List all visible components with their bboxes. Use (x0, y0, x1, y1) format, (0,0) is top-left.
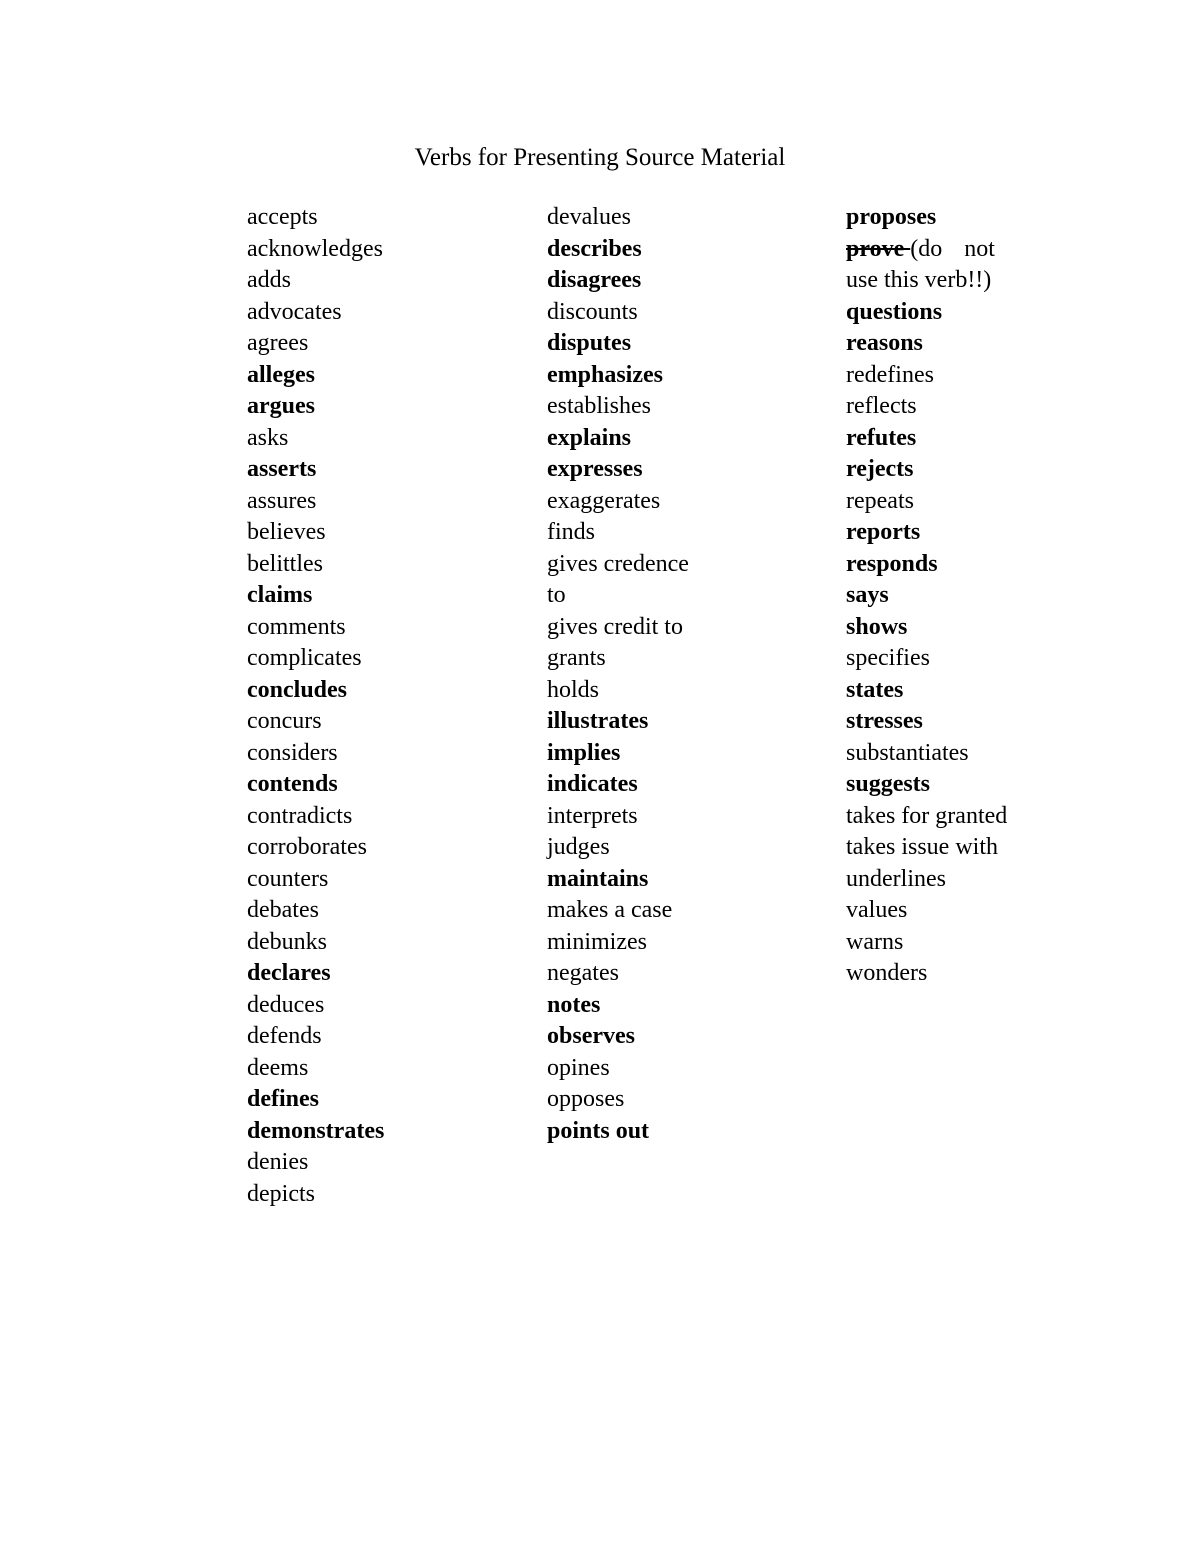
verb-item: devalues (547, 204, 631, 230)
verb-item: observes (547, 1023, 635, 1049)
verb-item: reports (846, 519, 921, 545)
verb-item: defines (247, 1086, 319, 1112)
verb-item: minimizes (547, 928, 647, 955)
struck-verb: prove (846, 235, 911, 262)
verb-item: agrees (247, 330, 309, 356)
verb-column-3 (846, 202, 1046, 990)
verb-item: contends (247, 771, 338, 797)
verb-item: denies (247, 1149, 309, 1175)
verb-item: disagrees (547, 267, 642, 293)
verb-item: responds (846, 550, 938, 577)
prove-note-continued (846, 265, 1046, 297)
verb-item: emphasizes (547, 361, 663, 388)
verb-item: counters (247, 865, 329, 892)
verb-item: opines (547, 1054, 610, 1081)
verb-item: complicates (247, 645, 362, 671)
verb-item: considers (247, 739, 338, 766)
verb-text: proposes (846, 204, 937, 230)
verb-item: questions (846, 298, 943, 325)
verb-item: interprets (547, 802, 638, 829)
verb-item: discounts (547, 298, 638, 325)
verb-item: disputes (547, 330, 632, 356)
verb-item: comments (247, 613, 346, 640)
verb-item: rejects (846, 456, 914, 482)
verb-item: defends (247, 1023, 322, 1049)
verb-item: indicates (547, 771, 638, 797)
verb-item: specifies (846, 645, 930, 671)
verb-column-1 (247, 202, 537, 1210)
verb-item: assures (247, 487, 317, 514)
verb-item: to (547, 582, 566, 608)
verb-item: accepts (247, 204, 318, 230)
verb-item: takes issue with (846, 834, 998, 860)
page-title: Verbs for Presenting Source Material (414, 144, 786, 171)
verb-item: opposes (547, 1086, 625, 1112)
verb-item: explains (547, 424, 632, 451)
verb-item: demonstrates (247, 1117, 385, 1144)
verb-item: corroborates (247, 834, 367, 860)
verb-item: asserts (247, 456, 317, 482)
verb-item: makes a case (547, 897, 673, 923)
verb-item: reasons (846, 330, 923, 356)
prove-note (846, 234, 1046, 266)
verb-item (846, 202, 1046, 234)
verb-item: deduces (247, 991, 325, 1018)
verb-item: gives credit to (547, 613, 683, 640)
verb-item: shows (846, 613, 908, 640)
verb-item: judges (547, 834, 610, 860)
verb-item: wonders (846, 960, 928, 986)
verb-item: concludes (247, 676, 348, 703)
verb-item: debates (247, 897, 319, 923)
verb-item: warns (846, 928, 904, 955)
verb-item: describes (547, 235, 642, 262)
note-text-3: use this verb!!) (846, 267, 992, 293)
verb-item: acknowledges (247, 235, 383, 262)
verb-item: notes (547, 991, 601, 1018)
verb-item: establishes (547, 393, 651, 419)
verb-item: negates (547, 960, 619, 986)
verb-item: believes (247, 519, 326, 545)
verb-item: underlines (846, 865, 946, 892)
verb-item: declares (247, 960, 331, 986)
verb-item: points out (547, 1117, 650, 1144)
verb-item: asks (247, 424, 289, 451)
note-text-1: (do (910, 235, 943, 262)
verb-item: exaggerates (547, 487, 661, 514)
verb-item: grants (547, 645, 606, 671)
verb-item: implies (547, 739, 621, 766)
verb-item: suggests (846, 771, 931, 797)
verb-item: redefines (846, 361, 934, 388)
verb-item: refutes (846, 424, 917, 451)
verb-item: depicts (247, 1180, 315, 1207)
verb-item: alleges (247, 361, 315, 388)
verb-item: substantiates (846, 739, 969, 766)
verb-item: debunks (247, 928, 327, 955)
note-text-2: not (964, 235, 995, 262)
verb-item: contradicts (247, 802, 353, 829)
verb-item: holds (547, 676, 600, 703)
verb-item: illustrates (547, 708, 649, 734)
verb-item: values (846, 897, 908, 923)
verb-item: stresses (846, 708, 923, 734)
verb-item: argues (247, 393, 315, 419)
verb-item: belittles (247, 550, 323, 577)
verb-item: takes for granted (846, 802, 1008, 829)
verb-item: advocates (247, 298, 342, 325)
verb-item: maintains (547, 865, 649, 892)
verb-item: expresses (547, 456, 643, 482)
verb-item: states (846, 676, 904, 703)
verb-column-2 (547, 202, 837, 1147)
verb-item: deems (247, 1054, 309, 1081)
verb-item: repeats (846, 487, 914, 514)
verb-item: concurs (247, 708, 322, 734)
verb-item: says (846, 582, 889, 608)
verb-item: gives credence (547, 550, 689, 577)
verb-item: reflects (846, 393, 917, 419)
verb-item: adds (247, 267, 291, 293)
verb-item: claims (247, 582, 313, 608)
verb-item: finds (547, 519, 595, 545)
